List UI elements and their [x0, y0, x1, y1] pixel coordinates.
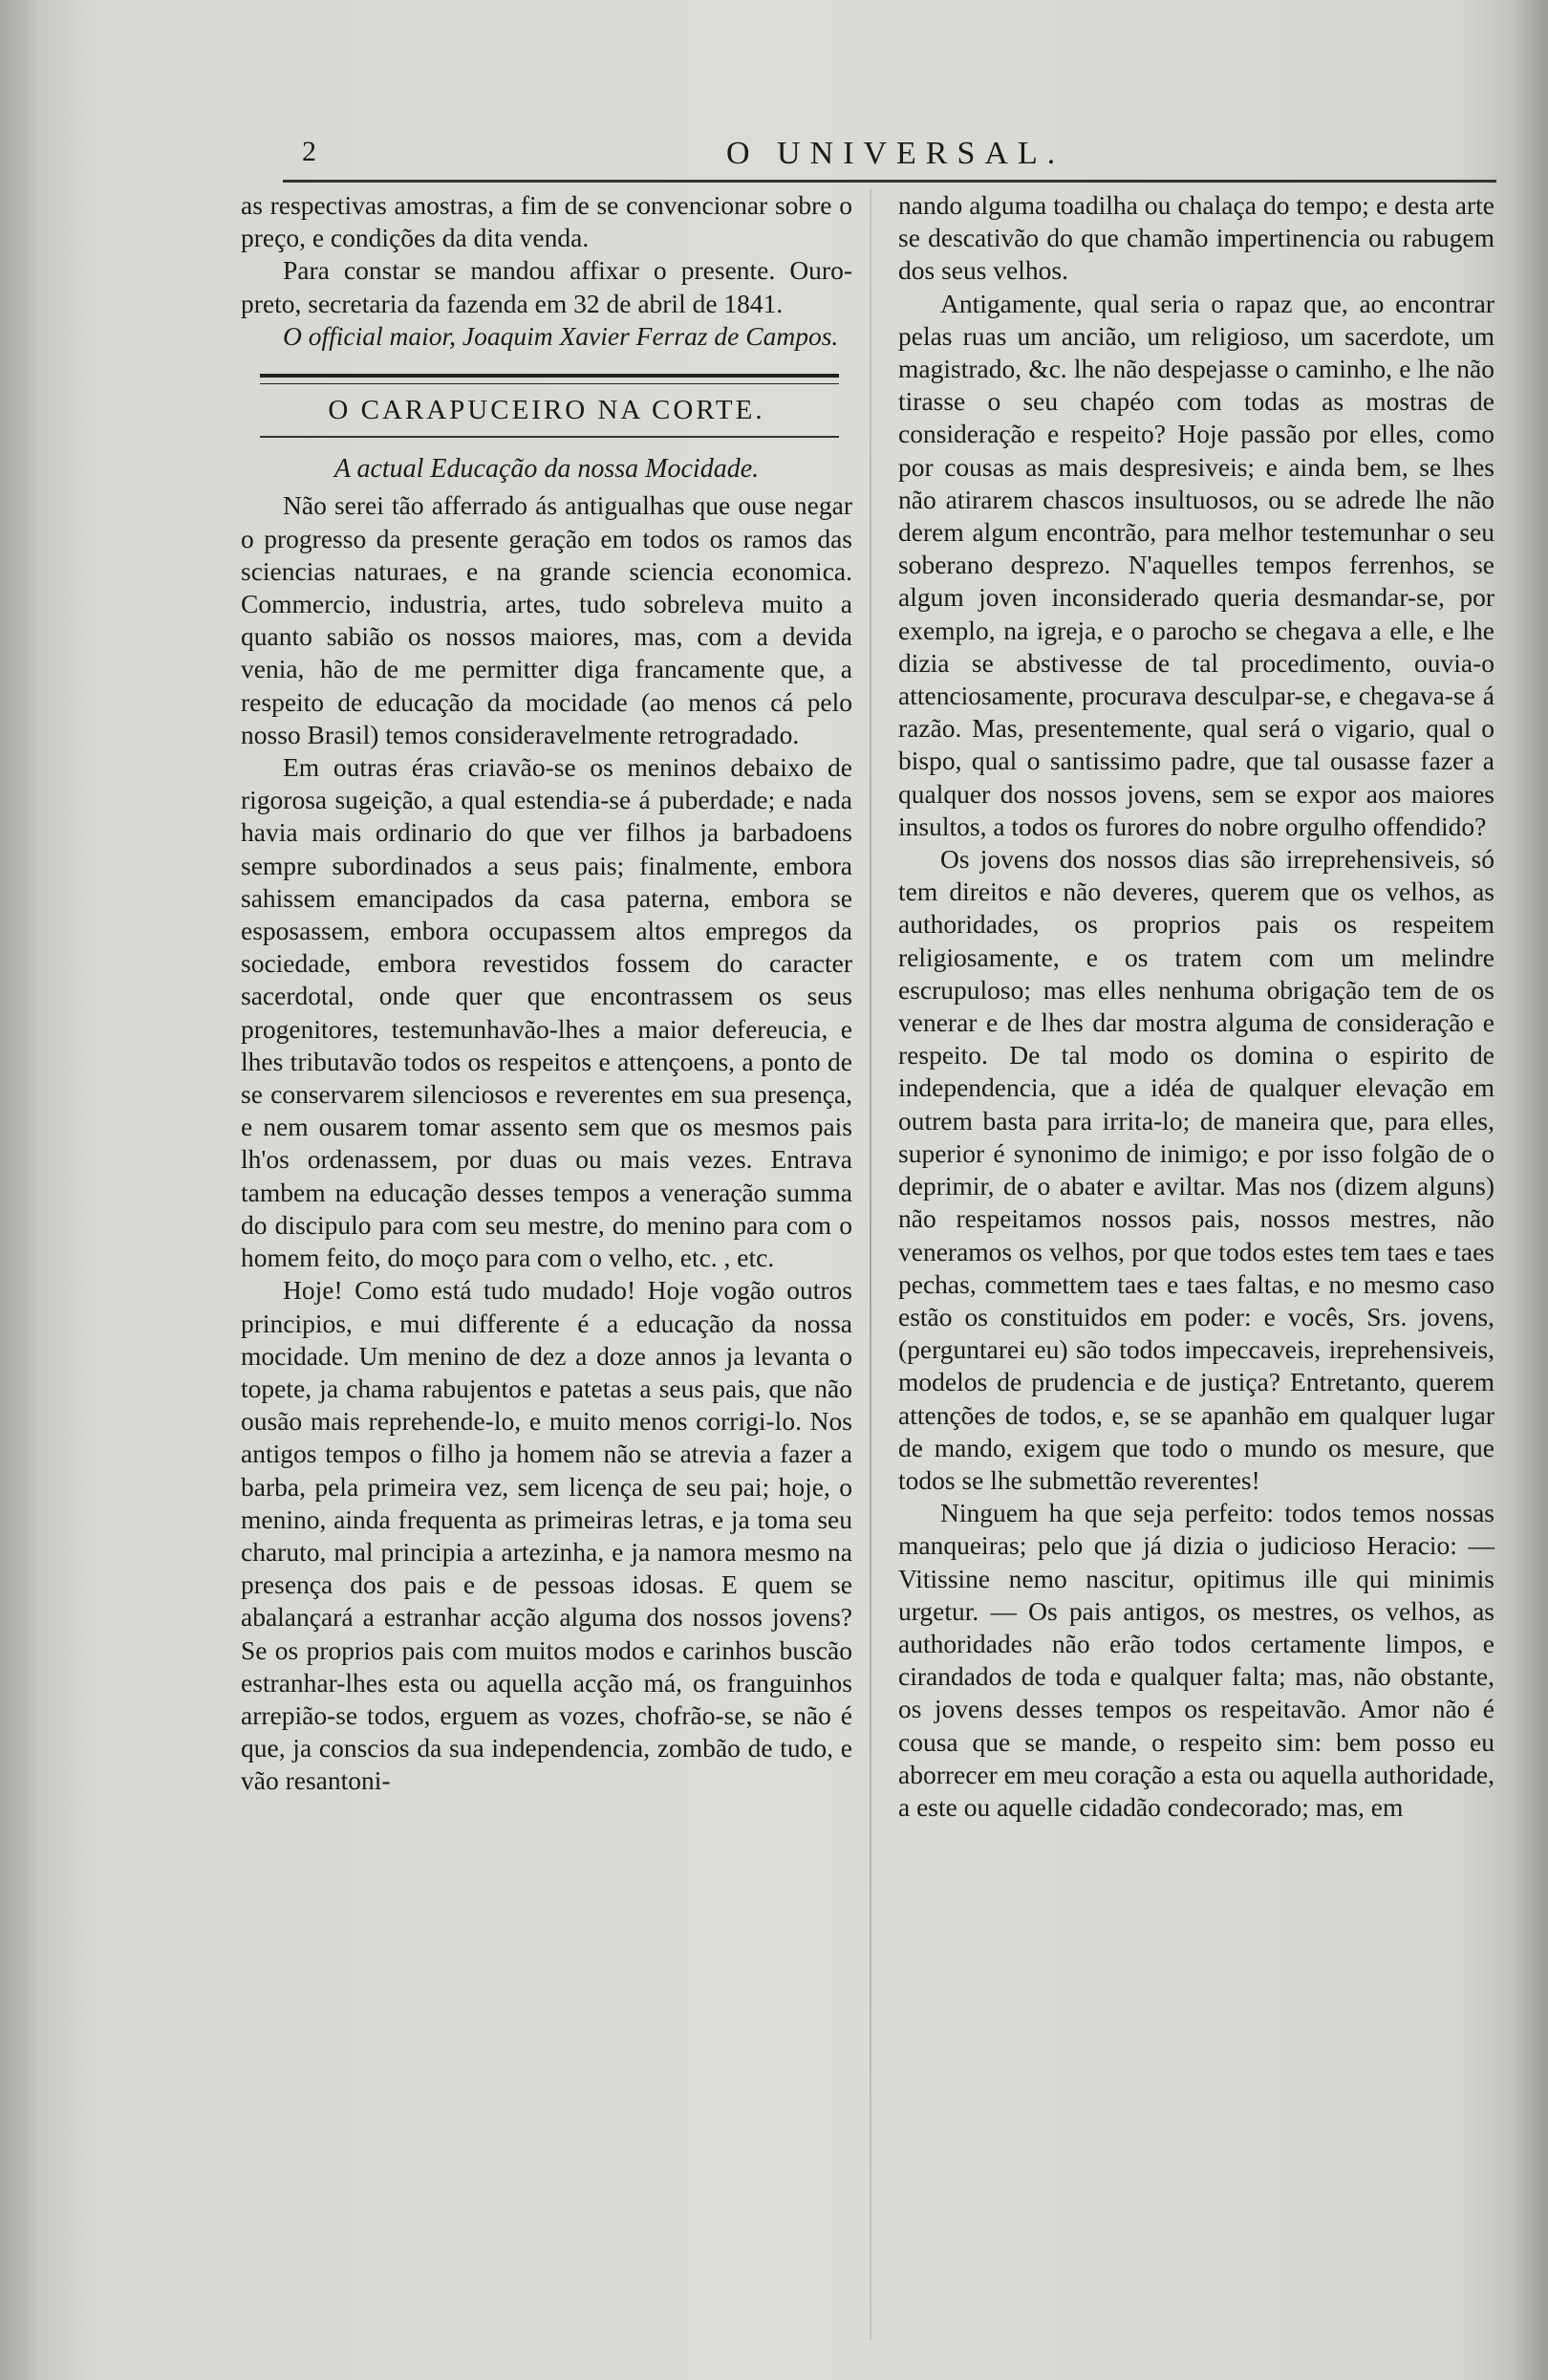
- article-paragraph: Hoje! Como está tudo mudado! Hoje vogão outros principios, e mui differente é a educação da nossa mocidade. Um menino de dez a doze annos ja levanta o topete, ja chama rabujentos e patetas a seus pais, que não ousão mais reprehende-lo, e muito menos corrigi-lo. Nos antigos tempos o filho ja homem não se atrevia a fazer a barba, pela primeira vez, sem licença de seu pai; hoje, o menino, ainda frequenta as primeiras letras, e ja toma seu charuto, mal principia a artezinha, e ja namora mesmo na presença dos pais e de pessoas idosas. E quem se abalançará a estranhar acção alguma dos nossos jovens? Se os proprios pais com muitos modos e carinhos buscão estranhar-lhes esta ou aquella acção má, os franguinhos arrepião-se todos, erguem as vozes, chofrão-se, se não é que, ja conscios da sua independencia, zombão de tudo, e vão resantoni-: [241, 1275, 852, 1796]
- page-edge-shadow-right: [1514, 0, 1548, 2380]
- page-number: 2: [302, 136, 316, 167]
- column-divider: [870, 189, 871, 2340]
- section-divider: [260, 374, 839, 384]
- article-paragraph: Em outras éras criavão-se os meninos debaixo de rigorosa sugeição, a qual estendia-se á puberdade; e nada havia mais ordinario do que ver filhos ja barbadoens sempre subordinados a seus pais; finalmente, embora sahissem emancipados da casa paterna, embora se esposassem, embora occupassem altos empregos da sociedade, embora revestidos fossem do caracter sacerdotal, onde quer que encontrassem os seus progenitores, testemunhavão-lhes a maior defereucia, e lhes tributavão todos os respeitos e attençoens, a ponto de se conservarem silenciosos e reverentes em sua presença, e nem ousarem tomar assento sem que os mesmos pais lh'os ordenassem, por duas ou mais vezes. Entrava tambem na educação desses tempos a veneração summa do discipulo para com seu mestre, do menino para com o homem feito, do moço para com o velho, etc. , etc.: [241, 752, 852, 1273]
- running-head: [277, 136, 1481, 174]
- header-rule: [283, 180, 1496, 183]
- article-paragraph: Antigamente, qual seria o rapaz que, ao encontrar pelas ruas um ancião, um religioso, um sacerdote, um magistrado, &c. lhe não despejasse o caminho, e lhe não tirasse o seu chapéo com todas as mostras de consideração e respeito? Hoje passão por elles, como por cousas as mais despresiveis; e ainda bem, se lhes não atirarem chascos insultuosos, ou se adrede lhe não derem algum encontrão, para melhor testemunhar o seu soberano desprezo. N'aquelles tempos ferrenhos, se algum joven inconsiderado queria desmandar-se, por exemplo, na igreja, e o parocho se chegava a elle, e lhe dizia se abstivesse de tal procedimento, ouvia-o attenciosamente, procurava desculpar-se, e chegava-se á razão. Mas, presentemente, qual será o vigario, qual o bispo, qual o santissimo padre, que tal ousasse fazer a qualquer dos nossos jovens, sem se expor aos maiores insultos, a todos os furores do nobre orgulho offendido?: [898, 288, 1494, 841]
- section-divider: [260, 436, 839, 438]
- article-paragraph: nando alguma toadilha ou chalaça do tempo; e desta arte se descativão do que chamão impertinencia ou rabugem dos seus velhos.: [898, 190, 1494, 286]
- notice-paragraph: as respectivas amostras, a fim de se convencionar sobre o preço, e condições da dita venda.: [241, 190, 852, 253]
- article-paragraph: Os jovens dos nossos dias são irreprehensiveis, só tem direitos e não deveres, querem que os velhos, as authoridades, os proprios pais os respeitem religiosamente, e os tratem com um melindre escrupuloso; mas elles nenhuma obrigação tem de os venerar e de lhes dar mostra alguma de consideração e respeito. De tal modo os domina o espirito de independencia, que a idéa de qualquer elevação em outrem basta para irrita-lo; de maneira que, para elles, superior é synonimo de inimigo; e por isso folgão de o deprimir, de o abater e aviltar. Mas nos (dizem alguns) não respeitamos nossos pais, nossos mestres, não veneramos os velhos, por que todos estes tem taes e taes pechas, commettem taes e taes faltas, e no mesmo caso estão os constituidos em poder: e vocês, Srs. jovens, (perguntarei eu) são todos impeccaveis, ireprehensiveis, modelos de prudencia e de justiça? Entretanto, querem attenções de todos, e, se se apanhão em qualquer lugar de mando, exigem que todo o mundo os mesure, que todos se lhe submettão reverentes!: [898, 844, 1494, 1495]
- article-subtitle: A actual Educação da nossa Mocidade.: [333, 454, 760, 485]
- journal-title: O UNIVERSAL.: [726, 136, 1065, 171]
- page-edge-shadow-left: [0, 0, 38, 2380]
- article-paragraph: Não serei tão afferrado ás antigualhas que ouse negar o progresso da presente geração em todos os ramos das sciencias naturaes, e na grande sciencia economica. Commercio, industria, artes, tudo sobreleva muito a quanto sabião os nossos maiores, mas, com a devida venia, hão de me permitter diga francamente que, a respeito de educação da mocidade (ao menos cá pelo nosso Brasil) temos consideravelmente retrogradado.: [241, 490, 852, 749]
- notice-signature: O official maior, Joaquim Xavier Ferraz de Campos.: [283, 320, 839, 351]
- left-column: [241, 189, 852, 1798]
- right-column: [898, 189, 1494, 1824]
- article-paragraph: Ninguem ha que seja perfeito: todos temos nossas manqueiras; pelo que já dizia o judicioso Heracio: — Vitissine nemo nascitur, opitimus ille qui minimis urgetur. — Os pais antigos, os mestres, os velhos, as authoridades não erão todos certamente limpos, e cirandados de toda e qualquer falta; mas, não obstante, os jovens desses tempos os respeitavão. Amor não é cousa que se mande, o respeito sim: bem posso eu aborrecer em meu coração a esta ou aquella authoridade, a este ou aquelle cidadão condecorado; mas, em: [898, 1498, 1494, 1822]
- section-title: O CARAPUCEIRO NA CORTE.: [328, 395, 765, 426]
- notice-paragraph: Para constar se mandou affixar o presente. Ouro-preto, secretaria da fazenda em 32 de abril de 1841.: [241, 255, 852, 318]
